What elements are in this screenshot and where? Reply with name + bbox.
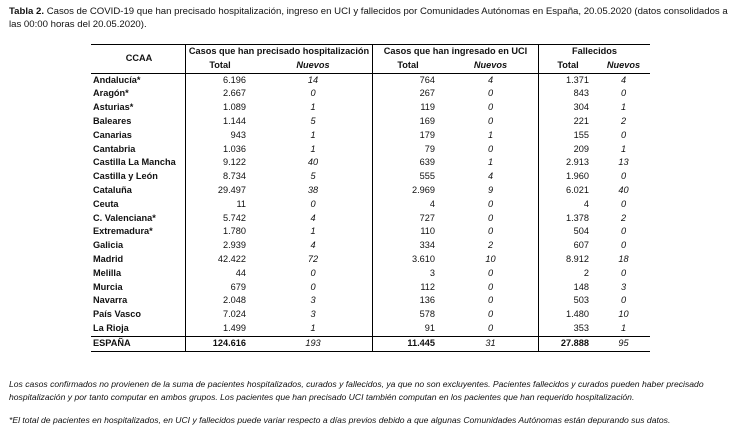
- cell-hosp-nuevos: 1: [310, 129, 316, 140]
- cell-ccaa-name: Castilla y León: [93, 171, 158, 182]
- cell-uci-nuevos: 0: [487, 143, 494, 154]
- cell-ccaa-name: Murcia: [93, 281, 123, 292]
- cell-hosp-nuevos: 0: [310, 267, 316, 278]
- cell-fal-total: 504: [539, 225, 598, 239]
- cell-fal-nuevos: 2: [620, 212, 627, 223]
- cell-ccaa-name: Aragón*: [93, 88, 129, 99]
- cell-hosp-total: 1.780: [186, 225, 255, 239]
- cell-hosp-total: 6.196: [186, 73, 255, 87]
- header-fal-total: Total: [539, 59, 598, 73]
- cell-hosp-nuevos: 5: [310, 171, 316, 182]
- cell-uci-total: 578: [373, 308, 444, 322]
- cell-uci-total: 555: [373, 170, 444, 184]
- cell-hosp-total: 29.497: [186, 184, 255, 198]
- table-row: [91, 267, 650, 281]
- table-row: [91, 115, 650, 129]
- cell-uci-total: 110: [373, 225, 444, 239]
- cell-fal-nuevos: 1: [620, 143, 627, 154]
- cell-hosp-total: 42.422: [186, 253, 255, 267]
- cell-hosp-total: 8.734: [186, 170, 255, 184]
- cell-ccaa-name: C. Valenciana*: [93, 212, 156, 223]
- table-row: [91, 170, 650, 184]
- cell-uci-nuevos: 0: [487, 322, 494, 333]
- cell-fal-total: 1.960: [539, 170, 598, 184]
- table-row: [91, 198, 650, 212]
- cell-uci-total: 91: [373, 322, 444, 336]
- cell-hosp-nuevos: 1: [310, 322, 316, 333]
- cell-uci-total: 2.969: [373, 184, 444, 198]
- cell-hosp-nuevos: 3: [310, 295, 316, 306]
- cell-uci-total: 3.610: [373, 253, 444, 267]
- cell-hosp-total: 5.742: [186, 212, 255, 226]
- cell-ccaa-name: Navarra: [93, 295, 128, 306]
- cell-hosp-total: 9.122: [186, 156, 255, 170]
- cell-hosp-total: 2.939: [186, 239, 255, 253]
- cell-ccaa-name: Ceuta: [93, 198, 119, 209]
- cell-uci-nuevos: 0: [487, 226, 494, 237]
- cell-hosp-total: 7.024: [186, 308, 255, 322]
- cell-uci-total: 79: [373, 143, 444, 157]
- cell-hosp-nuevos: 1: [310, 143, 316, 154]
- header-ccaa: CCAA: [91, 45, 186, 74]
- cell-uci-total: 169: [373, 115, 444, 129]
- cell-fal-total: 607: [539, 239, 598, 253]
- total-uci-total: 11.445: [373, 336, 444, 351]
- cell-ccaa-name: Cataluña: [93, 184, 132, 195]
- cell-fal-total: 1.378: [539, 212, 598, 226]
- cell-uci-total: 727: [373, 212, 444, 226]
- cell-fal-nuevos: 2: [620, 115, 627, 126]
- table-row: [91, 322, 650, 336]
- cell-fal-nuevos: 0: [620, 240, 627, 251]
- cell-fal-nuevos: 3: [620, 281, 627, 292]
- total-name: ESPAÑA: [91, 336, 186, 351]
- cell-fal-nuevos: 4: [620, 74, 627, 85]
- cell-hosp-nuevos: 5: [310, 115, 316, 126]
- cell-fal-total: 503: [539, 294, 598, 308]
- cell-uci-nuevos: 0: [487, 102, 494, 113]
- cell-fal-nuevos: 0: [620, 295, 627, 306]
- cell-fal-total: 221: [539, 115, 598, 129]
- cell-fal-nuevos: 40: [618, 184, 629, 195]
- cell-uci-total: 112: [373, 281, 444, 295]
- cell-hosp-total: 943: [186, 129, 255, 143]
- cell-fal-total: 8.912: [539, 253, 598, 267]
- header-hosp-group: Casos que han precisado hospitalización: [186, 45, 373, 59]
- cell-uci-nuevos: 0: [487, 212, 494, 223]
- cell-uci-total: 764: [373, 73, 444, 87]
- cell-hosp-total: 2.048: [186, 294, 255, 308]
- cell-fal-nuevos: 0: [620, 226, 627, 237]
- table-row: [91, 253, 650, 267]
- table-row: [91, 87, 650, 101]
- total-fal-nuevos: 95: [597, 336, 650, 351]
- table-caption: [9, 5, 737, 31]
- header-hosp-nuevos: Nuevos: [254, 59, 373, 73]
- cell-ccaa-name: Canarias: [93, 129, 132, 140]
- cell-fal-total: 843: [539, 87, 598, 101]
- cell-uci-nuevos: 10: [485, 253, 496, 264]
- header-row-groups: [91, 45, 650, 59]
- cell-fal-total: 155: [539, 129, 598, 143]
- cell-fal-total: 4: [539, 198, 598, 212]
- table-row: [91, 143, 650, 157]
- cell-hosp-total: 1.144: [186, 115, 255, 129]
- cell-hosp-total: 1.089: [186, 101, 255, 115]
- cell-hosp-nuevos: 0: [310, 281, 316, 292]
- cell-hosp-total: 1.499: [186, 322, 255, 336]
- cell-fal-nuevos: 0: [620, 129, 627, 140]
- cell-ccaa-name: Melilla: [93, 267, 122, 278]
- cell-ccaa-name: País Vasco: [93, 309, 142, 320]
- cell-uci-total: 119: [373, 101, 444, 115]
- cell-hosp-nuevos: 4: [310, 240, 316, 251]
- total-row: [91, 336, 650, 351]
- cell-fal-nuevos: 10: [618, 309, 629, 320]
- caption-label: Tabla 2.: [9, 6, 45, 17]
- cell-uci-nuevos: 1: [487, 129, 494, 140]
- cell-fal-total: 209: [539, 143, 598, 157]
- cell-fal-total: 2: [539, 267, 598, 281]
- cell-hosp-nuevos: 72: [307, 253, 319, 264]
- cell-fal-nuevos: 0: [620, 88, 627, 99]
- table-row: [91, 281, 650, 295]
- cell-hosp-total: 1.036: [186, 143, 255, 157]
- table-row: [91, 73, 650, 87]
- cell-ccaa-name: Andalucía*: [93, 74, 141, 85]
- table-row: [91, 184, 650, 198]
- footnote-asterisk: *El total de pacientes en hospitalizados, en UCI y fallecidos puede variar respecto a días previos debido a que algunas Comunidades Autónomas están depurando sus datos.: [9, 415, 671, 425]
- covid-ccaa-table: [91, 44, 650, 352]
- cell-fal-total: 148: [539, 281, 598, 295]
- cell-uci-nuevos: 1: [487, 157, 494, 168]
- total-hosp-nuevos: 193: [254, 336, 373, 351]
- cell-fal-nuevos: 0: [620, 198, 627, 209]
- header-hosp-total: Total: [186, 59, 255, 73]
- header-fal-nuevos: Nuevos: [597, 59, 650, 73]
- cell-hosp-nuevos: 38: [307, 184, 319, 195]
- cell-fal-nuevos: 18: [618, 253, 629, 264]
- cell-hosp-nuevos: 4: [310, 212, 316, 223]
- cell-hosp-nuevos: 40: [307, 157, 319, 168]
- cell-ccaa-name: Madrid: [93, 253, 124, 264]
- header-uci-nuevos: Nuevos: [443, 59, 539, 73]
- cell-uci-nuevos: 0: [487, 281, 494, 292]
- cell-hosp-nuevos: 1: [310, 102, 316, 113]
- cell-hosp-nuevos: 0: [310, 198, 316, 209]
- cell-fal-total: 6.021: [539, 184, 598, 198]
- cell-uci-total: 334: [373, 239, 444, 253]
- table-row: [91, 129, 650, 143]
- total-hosp-total: 124.616: [186, 336, 255, 351]
- cell-uci-nuevos: 9: [487, 184, 494, 195]
- cell-hosp-nuevos: 0: [310, 88, 316, 99]
- cell-fal-nuevos: 1: [620, 102, 627, 113]
- cell-uci-total: 3: [373, 267, 444, 281]
- cell-fal-nuevos: 0: [620, 267, 627, 278]
- cell-uci-nuevos: 0: [487, 309, 494, 320]
- total-fal-total: 27.888: [539, 336, 598, 351]
- cell-fal-nuevos: 13: [618, 157, 629, 168]
- header-fal-group: Fallecidos: [539, 45, 651, 59]
- table-row: [91, 239, 650, 253]
- footnote-general: Los casos confirmados no provienen de la suma de pacientes hospitalizados, curados y fallecidos, ya que no son excluyentes. Pacientes fallecidos y curados pueden haber precisado hospitalización y por tanto computar en ambos grupos. Los pacientes que han precisado UCI también computan en los pacientes que han requerido hospitalización.: [9, 379, 704, 402]
- cell-uci-nuevos: 0: [487, 115, 494, 126]
- table-row: [91, 308, 650, 322]
- cell-hosp-total: 11: [186, 198, 255, 212]
- caption-text: Casos de COVID-19 que han precisado hospitalización, ingreso en UCI y fallecidos por Comunidades Autónomas en España, 20.05.2020 (datos consolidados a las 00:00 horas del 20.05.2020).: [9, 6, 728, 30]
- cell-fal-total: 1.371: [539, 73, 598, 87]
- cell-fal-total: 1.480: [539, 308, 598, 322]
- header-uci-total: Total: [373, 59, 444, 73]
- cell-hosp-nuevos: 1: [310, 226, 316, 237]
- cell-fal-total: 2.913: [539, 156, 598, 170]
- cell-uci-total: 4: [373, 198, 444, 212]
- cell-hosp-total: 44: [186, 267, 255, 281]
- table-row: [91, 101, 650, 115]
- cell-ccaa-name: Galicia: [93, 240, 124, 251]
- cell-hosp-nuevos: 3: [310, 309, 316, 320]
- cell-uci-nuevos: 0: [487, 88, 494, 99]
- table-row: [91, 156, 650, 170]
- cell-uci-nuevos: 0: [487, 295, 494, 306]
- header-uci-group: Casos que han ingresado en UCI: [373, 45, 539, 59]
- cell-hosp-nuevos: 14: [307, 74, 319, 85]
- cell-ccaa-name: Cantabria: [93, 143, 136, 154]
- table-row: [91, 212, 650, 226]
- cell-uci-total: 136: [373, 294, 444, 308]
- cell-uci-nuevos: 2: [487, 240, 494, 251]
- cell-fal-nuevos: 1: [620, 322, 627, 333]
- cell-uci-total: 267: [373, 87, 444, 101]
- cell-uci-total: 179: [373, 129, 444, 143]
- cell-fal-nuevos: 0: [620, 171, 627, 182]
- cell-ccaa-name: Castilla La Mancha: [93, 157, 176, 168]
- cell-hosp-total: 679: [186, 281, 255, 295]
- cell-ccaa-name: Extremadura*: [93, 226, 153, 237]
- cell-hosp-total: 2.667: [186, 87, 255, 101]
- cell-fal-total: 353: [539, 322, 598, 336]
- cell-ccaa-name: La Rioja: [93, 322, 129, 333]
- cell-uci-nuevos: 0: [487, 267, 494, 278]
- cell-ccaa-name: Baleares: [93, 115, 132, 126]
- cell-ccaa-name: Asturias*: [93, 102, 134, 113]
- cell-uci-nuevos: 4: [487, 171, 494, 182]
- cell-fal-total: 304: [539, 101, 598, 115]
- table-row: [91, 294, 650, 308]
- table-row: [91, 225, 650, 239]
- cell-uci-total: 639: [373, 156, 444, 170]
- cell-uci-nuevos: 4: [487, 74, 494, 85]
- cell-uci-nuevos: 0: [487, 198, 494, 209]
- total-uci-nuevos: 31: [443, 336, 539, 351]
